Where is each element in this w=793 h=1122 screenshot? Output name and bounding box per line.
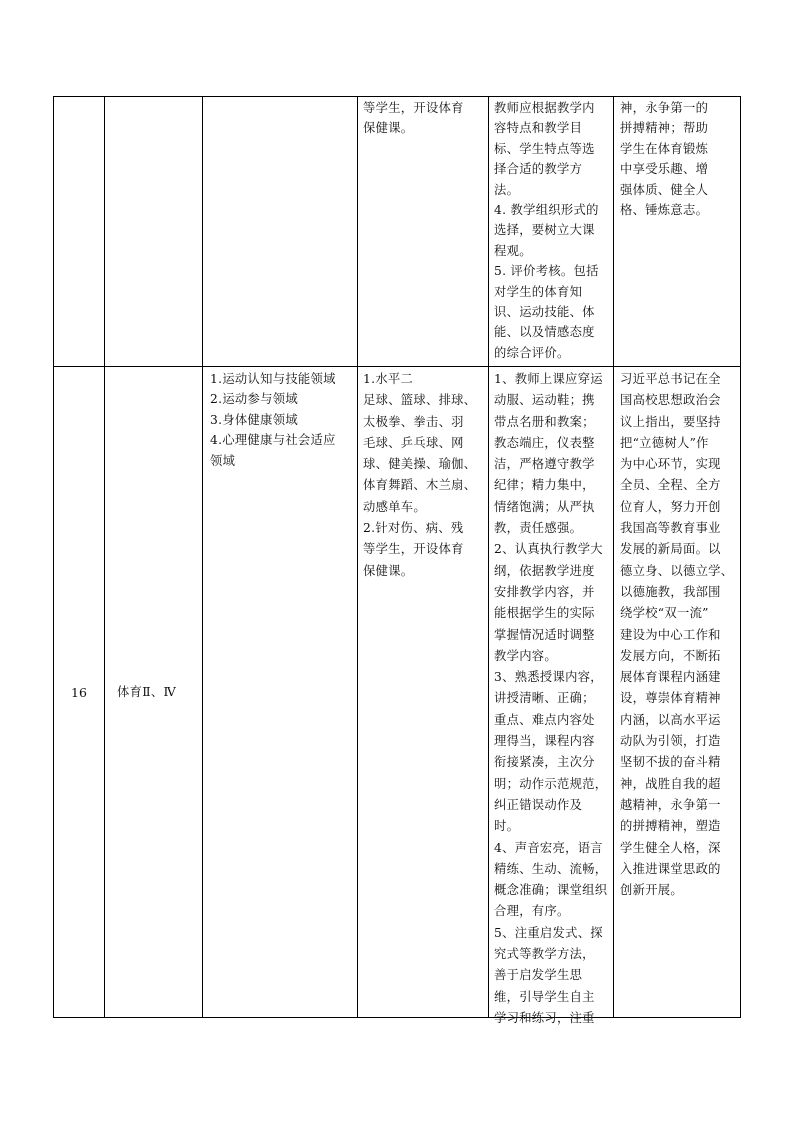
text-line: 教，责任感强。 (494, 521, 583, 536)
text-line: 能、以及情感态度 (494, 325, 595, 340)
text-line: 3、熟悉授课内容， (494, 670, 603, 685)
text-line: 教态端庄，仪表整 (494, 435, 595, 450)
text-line: 保健课。 (363, 121, 414, 136)
text-line: 能根据学生的实际 (494, 606, 595, 621)
continued-requirements-cell (494, 98, 610, 363)
ideology-cell (620, 369, 739, 901)
text-line: 维，引导学生自主 (494, 989, 595, 1004)
text-line: 1.水平二 (363, 372, 414, 386)
text-line: 教学内容。 (494, 648, 557, 663)
requirements-cell (494, 369, 612, 1025)
table-bottom-border (53, 1017, 740, 1018)
domain-item: 2.运动参与领域 (210, 392, 298, 407)
text-line: 等学生，开设体育 (363, 542, 464, 557)
text-line: 理得当，课程内容 (494, 734, 595, 749)
domain-item: 1.运动认知与技能领域 (210, 372, 336, 386)
course-name-cell (105, 367, 207, 1017)
text-line: 2、认真执行教学大 (494, 542, 603, 557)
text-line: 法。 (494, 182, 520, 197)
text-line: 时。 (494, 819, 520, 834)
text-line: 国高校思想政治会 (620, 393, 721, 408)
text-line: 4. 教学组织形式的 (494, 203, 599, 218)
content-cell (363, 369, 487, 582)
text-line: 建设为中心工作和 (620, 627, 721, 642)
text-line: 2.针对伤、病、残 (363, 521, 464, 536)
text-line: 内涵，以高水平运 (620, 712, 721, 727)
text-line: 合理，有序。 (494, 904, 570, 919)
text-line: 动感单车。 (363, 499, 426, 514)
text-line: 保健课。 (363, 563, 414, 578)
text-line: 德立身、以德立学、 (620, 563, 734, 578)
text-line: 神，永争第一的 (620, 101, 709, 115)
text-line: 中享受乐趣、增 (620, 162, 709, 177)
text-line: 以德施教，我部围 (620, 584, 721, 599)
text-line: 入推进课堂思政的 (620, 861, 721, 876)
text-line: 讲授清晰、正确； (494, 691, 595, 706)
text-line: 太极拳、拳击、羽 (363, 414, 464, 429)
text-line: 展体育课程内涵建 (620, 670, 721, 685)
text-line: 安排教学内容，并 (494, 584, 595, 599)
row-number-cell (54, 367, 104, 1017)
text-line: 纪律；精力集中， (494, 478, 595, 493)
continued-content-cell (363, 98, 485, 139)
text-line: 1、教师上课应穿运 (494, 372, 603, 386)
text-line: 识、运动技能、体 (494, 305, 595, 320)
domain-item: 4.心理健康与社会适应 (210, 433, 336, 448)
text-line: 的综合评价。 (494, 345, 570, 360)
text-line: 明；动作示范规范， (494, 776, 608, 791)
text-line: 教师应根据教学内 (494, 101, 595, 115)
text-line: 5、注重启发式、探 (494, 925, 603, 940)
text-line: 对学生的体育知 (494, 284, 583, 299)
text-line: 坚韧不拔的奋斗精 (620, 755, 721, 770)
row-number: 16 (71, 684, 87, 700)
text-line: 善于启发学生思 (494, 968, 583, 983)
text-line: 5. 评价考核。包括 (494, 264, 599, 279)
text-line: 学生健全人格，深 (620, 840, 721, 855)
text-line: 发展方向，不断拓 (620, 648, 721, 663)
text-line: 精练、生动、流畅， (494, 861, 608, 876)
text-line: 拼搏精神；帮助 (620, 121, 709, 136)
text-line: 容特点和教学目 (494, 121, 583, 136)
text-line: 学习和练习，注重 (494, 1010, 595, 1025)
continued-ideology-cell (620, 98, 738, 220)
text-line: 洁，严格遵守教学 (494, 457, 595, 472)
text-line: 位育人，努力开创 (620, 499, 721, 514)
text-line: 全员、全程、全方 (620, 478, 721, 493)
text-line: 纲，依据教学进度 (494, 563, 595, 578)
text-line: 标、学生特点等选 (494, 141, 595, 156)
text-line: 习近平总书记在全 (620, 372, 721, 386)
text-line: 强体质、健全人 (620, 182, 709, 197)
text-line: 衔接紧凑，主次分 (494, 755, 595, 770)
text-line: 体育舞蹈、木兰扇、 (363, 478, 477, 493)
text-line: 足球、篮球、排球、 (363, 393, 477, 408)
domains-cell (210, 369, 356, 471)
column-border (613, 96, 614, 1018)
domain-item: 领域 (210, 453, 236, 468)
text-line: 带点名册和教案； (494, 414, 595, 429)
text-line: 格、锤炼意志。 (620, 203, 709, 218)
text-line: 设，尊崇体育精神 (620, 691, 721, 706)
text-line: 究式等教学方法， (494, 947, 595, 962)
text-line: 绕学校“双一流” (620, 606, 709, 621)
text-line: 选择，要树立大课 (494, 223, 595, 238)
domain-item: 3.身体健康领域 (210, 412, 298, 427)
text-line: 4、声音宏亮，语言 (494, 840, 603, 855)
text-line: 发展的新局面。以 (620, 542, 721, 557)
text-line: 神，战胜自我的超 (620, 776, 721, 791)
text-line: 毛球、乒乓球、网 (363, 435, 464, 450)
text-line: 学生在体育锻炼 (620, 141, 709, 156)
text-line: 我国高等教育事业 (620, 521, 721, 536)
text-line: 重点、难点内容处 (494, 712, 595, 727)
text-line: 动队为引领，打造 (620, 734, 721, 749)
text-line: 的拼搏精神，塑造 (620, 819, 721, 834)
text-line: 把“立德树人”作 (620, 435, 709, 450)
text-line: 创新开展。 (620, 883, 683, 898)
text-line: 等学生，开设体育 (363, 101, 464, 115)
text-line: 球、健美操、瑜伽、 (363, 457, 477, 472)
text-line: 程观。 (494, 243, 532, 258)
text-line: 动服、运动鞋；携 (494, 393, 595, 408)
text-line: 择合适的教学方 (494, 162, 583, 177)
text-line: 议上指出，要坚持 (620, 414, 721, 429)
text-line: 概念准确；课堂组织 (494, 883, 608, 898)
text-line: 纠正错误动作及 (494, 797, 583, 812)
text-line: 情绪饱满；从严执 (494, 499, 595, 514)
column-border (488, 96, 489, 1018)
column-border (357, 96, 358, 1018)
course-name: 体育Ⅱ、Ⅳ (117, 684, 177, 699)
table-top-border (53, 96, 740, 97)
text-line: 越精神，永争第一 (620, 797, 721, 812)
text-line: 为中心环节，实现 (620, 457, 721, 472)
column-border (740, 96, 741, 1018)
text-line: 掌握情况适时调整 (494, 627, 595, 642)
